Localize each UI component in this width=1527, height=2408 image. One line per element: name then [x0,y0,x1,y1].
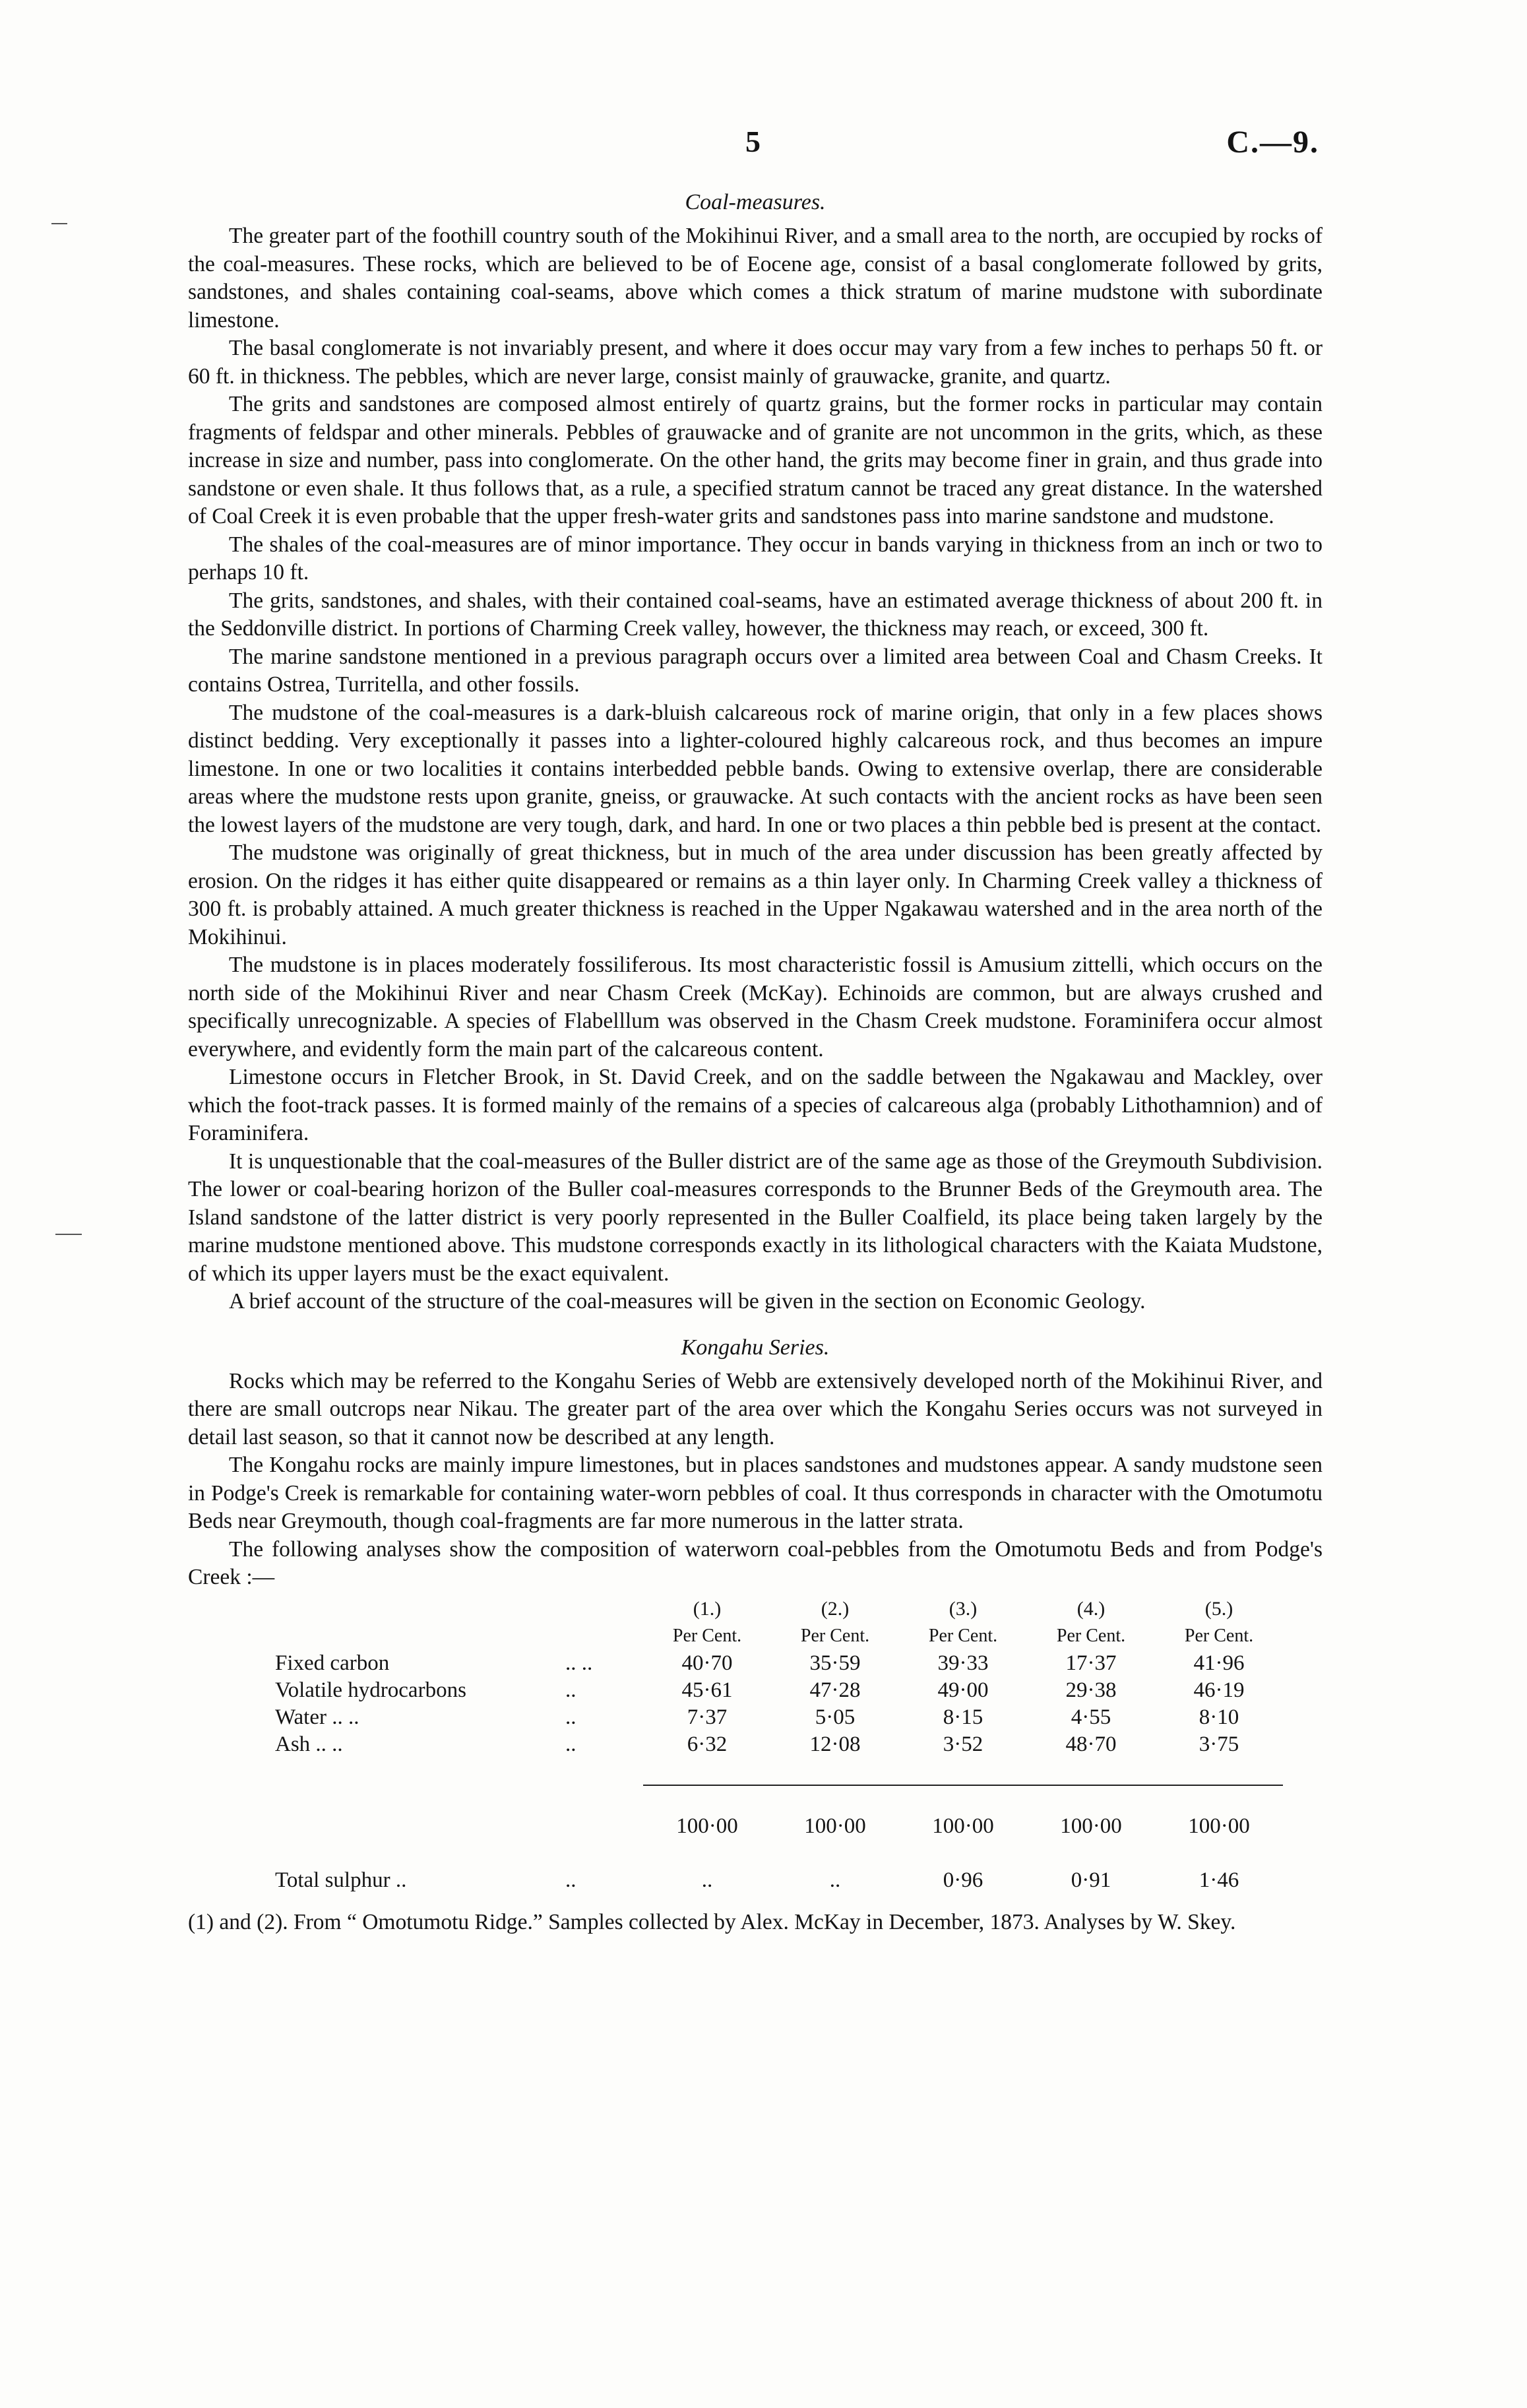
table-header-row [275,1596,1283,1623]
table-cell: 17·37 [1065,1651,1117,1675]
row-leader-dots: .. [565,1732,577,1756]
total-cell: 100·00 [1188,1814,1250,1838]
section-heading-coal-measures: Coal-measures. [685,190,826,214]
column-number: (4.) [1076,1598,1106,1620]
sum-rule [1155,1758,1283,1785]
table-sulphur-row [275,1867,1283,1894]
total-cell: 100·00 [804,1814,866,1838]
analysis-table [275,1596,1283,1894]
table-cell: 47·28 [809,1678,861,1702]
paragraph: The grits, sandstones, and shales, with their contained coal-seams, have an estimated average thickness of about 200 ft. in the Seddonville district. In portions of Charming Creek valley, however, the thickness may reach, or exceed, 300 ft. [188,588,1323,641]
table-cell: 0·91 [1071,1868,1111,1892]
row-label: Ash .. .. [275,1732,343,1756]
page-header [0,124,1527,170]
paragraph: Rocks which may be referred to the Kongahu Series of Webb are extensively developed north of the Mokihinui River, and there are small outcrops near Nikau. The greater part of the area over which the Kongahu Series occurs was not surveyed in detail last season, so that it cannot now be described at any length. [188,1368,1323,1449]
paragraph: The Kongahu rocks are mainly impure limestones, but in places sandstones and mudstones appear. A sandy mudstone seen in Podge's Creek is remarkable for containing water-worn pebbles of coal. It thus corresponds in character with the Omotumotu Beds near Greymouth, though coal-fragments are far more numerous in the latter strata. [188,1453,1323,1533]
row-leader-dots: .. .. [565,1651,593,1675]
table-cell: .. [701,1868,713,1892]
column-number: (1.) [693,1598,722,1620]
column-unit: Per Cent. [672,1626,742,1646]
table-cell: .. [829,1868,841,1892]
total-cell: 100·00 [676,1814,738,1838]
table-cell: 12·08 [809,1732,861,1756]
row-label: Volatile hydrocarbons [275,1678,466,1702]
table-cell: 29·38 [1065,1678,1117,1702]
total-cell: 100·00 [932,1814,994,1838]
row-label: Water .. .. [275,1705,359,1729]
row-leader-dots: .. [565,1678,577,1702]
column-number: (3.) [949,1598,978,1620]
table-unit-row [275,1623,1283,1650]
table-row [275,1704,1283,1731]
column-unit: Per Cent. [1184,1626,1254,1646]
paragraph: The mudstone was originally of great thickness, but in much of the area under discussion has been greatly affected by erosion. On the ridges it has either quite disappeared or remains as a thin layer only. In Charming Creek valley a thickness of 300 ft. is probably attained. A much greater thickness is reached in the Upper Ngakawau watershed and in the area north of the Mokihinui. [188,840,1323,949]
table-row [275,1731,1283,1758]
paragraph: It is unquestionable that the coal-measures of the Buller district are of the same age as those of the Greymouth Subdivision. The lower or coal-bearing horizon of the Buller coal-measures corresponds to the Brunner Beds of the Greymouth area. The Island sandstone of the latter district is very poorly represented in the Buller Coalfield, its place being taken largely by the marine mudstone mentioned above. This mudstone corresponds exactly in its lithological characters with the Kaiata Mudstone, of which its upper layers must be the exact equivalent. [188,1149,1323,1286]
sum-rule [1027,1758,1155,1785]
paragraph: The mudstone is in places moderately fossiliferous. Its most characteristic fossil is Amusium zittelli, which occurs on the north side of the Mokihinui River and near Chasm Creek (McKay). Echinoids are common, but are always crushed and specifically unrecognizable. A species of Flabelllum was observed in the Chasm Creek mudstone. Foraminifera occur almost everywhere, and evidently form the main part of the calcareous content. [188,953,1323,1061]
table-cell: 6·32 [687,1732,728,1756]
table-rule-row [275,1758,1283,1785]
row-leader-dots: .. [565,1868,577,1892]
column-unit: Per Cent. [1056,1626,1126,1646]
table-total-row [275,1813,1283,1840]
table-cell: 3·75 [1199,1732,1239,1756]
section-heading-kongahu-series: Kongahu Series. [681,1335,830,1360]
table-cell: 39·33 [937,1651,989,1675]
table-cell: 3·52 [943,1732,983,1756]
paragraph: The basal conglomerate is not invariably present, and where it does occur may vary from a few inches to perhaps 50 ft. or 60 ft. in thickness. The pebbles, which are never large, consist mainly of grauwacke, granite, and quartz. [188,336,1323,389]
scan-mark [51,223,67,224]
paragraph: The marine sandstone mentioned in a previous paragraph occurs over a limited area between Coal and Chasm Creeks. It contains Ostrea, Turritella, and other fossils. [188,644,1323,697]
table-cell: 46·19 [1193,1678,1245,1702]
table-row [275,1650,1283,1677]
body-text [188,188,1323,1936]
row-leader-dots: .. [565,1705,577,1729]
table-row [275,1677,1283,1704]
sum-rule [771,1758,899,1785]
table-cell: 40·70 [681,1651,733,1675]
scan-mark [55,1234,82,1235]
paragraph: The greater part of the foothill country south of the Mokihinui River, and a small area to the north, are occupied by rocks of the coal-measures. These rocks, which are believed to be of Eocene age, consist of a basal conglomerate followed by grits, sandstones, and shales containing coal-seams, above which comes a thick stratum of marine mudstone with subordinate limestone. [188,224,1323,333]
row-label: Total sulphur .. [275,1868,407,1892]
table-cell: 0·96 [943,1868,983,1892]
table-footnote: (1) and (2). From “ Omotumotu Ridge.” Samples collected by Alex. McKay in December, 1873. Analyses by W. Skey. [188,1909,1236,1934]
document-code: C.—9. [1226,125,1319,160]
table-cell: 35·59 [809,1651,861,1675]
column-unit: Per Cent. [928,1626,998,1646]
table-cell: 48·70 [1065,1732,1117,1756]
table-cell: 1·46 [1199,1868,1239,1892]
paragraph: The mudstone of the coal-measures is a dark-bluish calcareous rock of marine origin, that only in a few places shows distinct bedding. Very exceptionally it passes into a lighter-coloured highly calcareous rock, and thus becomes an impure limestone. In one or two localities it contains interbedded pebble bands. Owing to extensive overlap, there are considerable areas where the mudstone rests upon granite, gneiss, or grauwacke. At such contacts with the ancient rocks as have been seen the lowest layers of the mudstone are very tough, dark, and hard. In one or two places a thin pebble bed is present at the contact. [188,700,1323,837]
table-cell: 8·15 [943,1705,983,1729]
page-number: 5 [745,125,761,158]
total-cell: 100·00 [1060,1814,1122,1838]
sum-rule [643,1758,771,1785]
paragraph: The following analyses show the composition of waterworn coal-pebbles from the Omotumotu Beds and from Podge's Creek :— [188,1537,1323,1589]
table-cell: 45·61 [681,1678,733,1702]
paragraph: Limestone occurs in Fletcher Brook, in St. David Creek, and on the saddle between the Ngakawau and Mackley, over which the foot-track passes. It is formed mainly of the remains of a species of calcareous alga (probably Lithothamnion) and of Foraminifera. [188,1065,1323,1145]
table-cell: 4·55 [1071,1705,1111,1729]
row-label: Fixed carbon [275,1651,390,1675]
sum-rule [899,1758,1027,1785]
paragraph: The shales of the coal-measures are of minor importance. They occur in bands varying in thickness from an inch or two to perhaps 10 ft. [188,532,1323,585]
paragraph: A brief account of the structure of the coal-measures will be given in the section on Economic Geology. [229,1289,1146,1314]
column-unit: Per Cent. [800,1626,870,1646]
column-number: (5.) [1204,1598,1233,1620]
table-cell: 8·10 [1199,1705,1239,1729]
column-number: (2.) [821,1598,850,1620]
table-cell: 5·05 [815,1705,856,1729]
table-cell: 41·96 [1193,1651,1245,1675]
table-cell: 49·00 [937,1678,989,1702]
table-cell: 7·37 [687,1705,728,1729]
paragraph: The grits and sandstones are composed almost entirely of quartz grains, but the former rocks in particular may contain fragments of feldspar and other minerals. Pebbles of grauwacke and of granite are not uncommon in the grits, which, as these increase in size and number, pass into conglomerate. On the other hand, the grits may become finer in grain, and thus grade into sandstone or even shale. It thus follows that, as a rule, a specified stratum cannot be traced any great distance. In the watershed of Coal Creek it is even probable that the upper fresh-water grits and sandstones pass into marine sandstone and mudstone. [188,392,1323,528]
